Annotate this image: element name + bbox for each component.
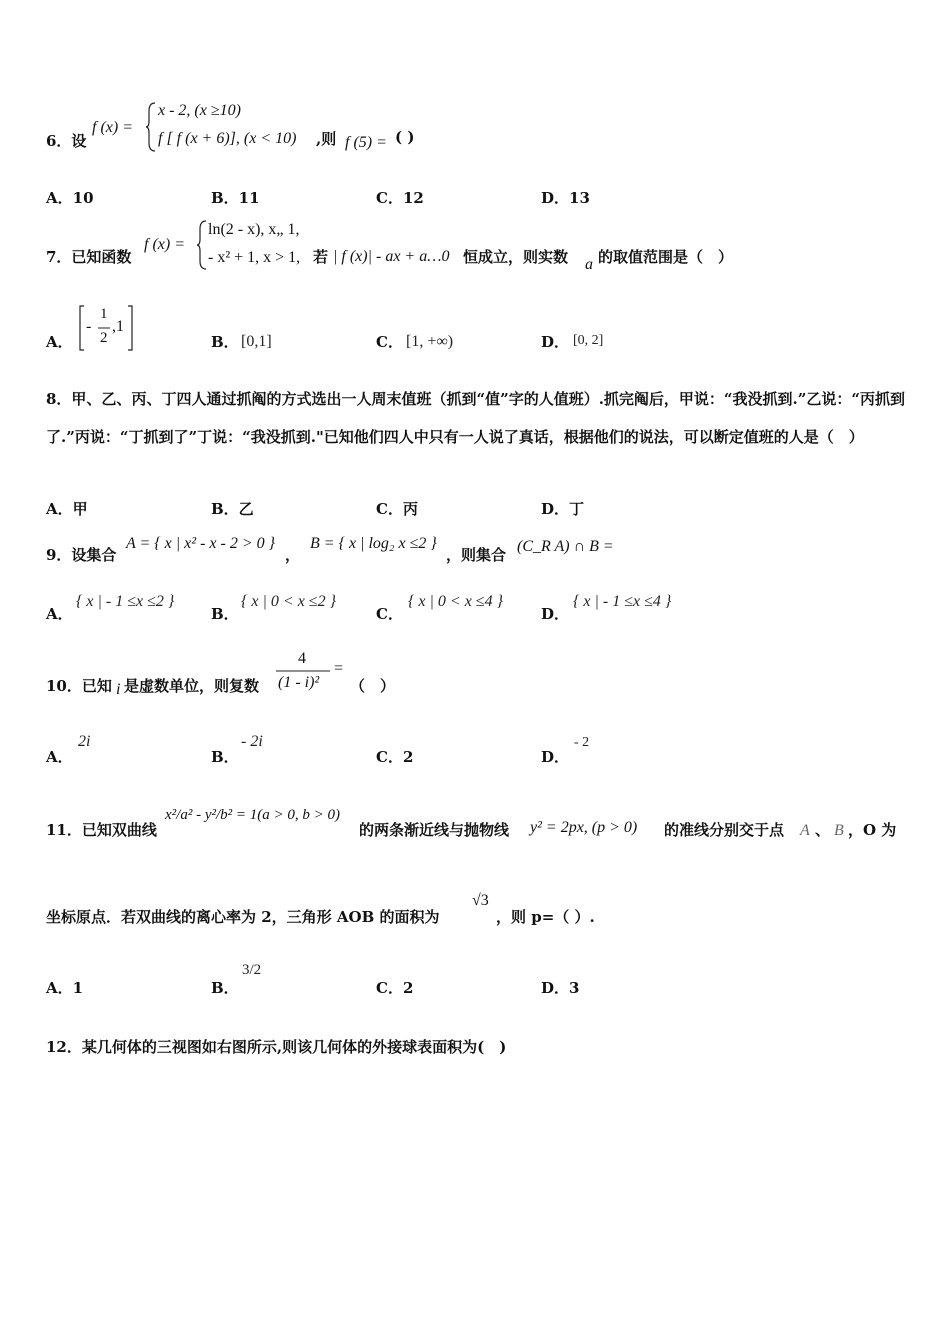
q10-option-d[interactable]: D． [541, 748, 570, 766]
q10-equals: = [334, 660, 344, 677]
q7-left-brace [196, 219, 208, 271]
q7-case-1: ln(2 - x), x„ 1, [208, 221, 300, 238]
q6-paren: ( ) [395, 128, 415, 146]
q7-text: 恒成立，则实数 [463, 248, 569, 266]
q10-paren: （ ） [350, 677, 396, 695]
q7-option-b[interactable]: B． [211, 333, 239, 351]
q8-option-d[interactable]: D．丁 [541, 500, 585, 518]
q9-text: ，则集合 [446, 546, 507, 564]
q9-option-b[interactable]: B． [211, 605, 239, 623]
q11-point-b: B [834, 822, 844, 839]
q6-then: ,则 [316, 130, 337, 148]
q10-number: 10．已知 [46, 677, 112, 695]
q7-option-a-numer: 1 [100, 306, 108, 322]
q11-parabola: y² = 2px, (p > 0) [530, 819, 638, 836]
q12-stem: 12．某几何体的三视图如右图所示,则该几何体的外接球表面积为( ) [46, 1038, 507, 1056]
q11-number: 11．已知双曲线 [46, 821, 157, 839]
q10-option-a[interactable]: A． [46, 748, 73, 766]
q9-option-c-math: { x | 0 < x ≤4 } [408, 593, 503, 610]
q11-separator: 、 [815, 821, 831, 839]
q7-option-c-math: [1, +∞) [406, 333, 454, 350]
q6-case-1: x - 2, (x ≥10) [158, 102, 241, 119]
q7-option-a-one: ,1 [112, 318, 124, 335]
q6-option-b[interactable]: B．11 [211, 189, 260, 207]
q7-option-d-math: [0, 2] [573, 333, 604, 348]
q7-tail: 的取值范围是（ ） [598, 248, 734, 266]
q7-if: 若 [313, 248, 329, 266]
q7-number: 7．已知函数 [46, 248, 132, 266]
q7-case-2: - x² + 1, x > 1, [208, 249, 301, 266]
q9-option-d-math: { x | - 1 ≤x ≤4 } [573, 593, 672, 610]
q7-option-a-minus: - [86, 318, 92, 335]
q11-hyperbola: x²/a² - y²/b² = 1(a > 0, b > 0) [165, 807, 340, 823]
q8-option-b[interactable]: B．乙 [211, 500, 254, 518]
q10-denominator: (1 - i)² [278, 674, 320, 691]
q9-number: 9．设集合 [46, 546, 117, 564]
q11-option-b-math: 3/2 [242, 962, 262, 978]
q10-text: 是虚数单位，则复数 [124, 677, 260, 695]
q7-option-d[interactable]: D． [541, 333, 570, 351]
q11-option-c[interactable]: C．2 [376, 979, 414, 997]
q7-condition: | f (x)| - ax + a…0 [333, 248, 450, 265]
q9-set-b: B = { x | log₂ x ≤2 } [310, 535, 437, 552]
q10-option-b[interactable]: B． [211, 748, 239, 766]
q11-text-1: 的两条渐近线与抛物线 [359, 821, 510, 839]
q9-option-d[interactable]: D． [541, 605, 570, 623]
q10-option-b-math: - 2i [241, 733, 263, 750]
q11-line-2: 坐标原点．若双曲线的离心率为 2，三角形 AOB 的面积为 [46, 908, 440, 926]
q6-option-d[interactable]: D．13 [541, 189, 590, 207]
q6-option-a[interactable]: A．10 [46, 189, 94, 207]
q7-var-a: a [585, 256, 593, 273]
q11-point-a: A [800, 822, 810, 839]
q10-fraction-bar [276, 670, 330, 673]
q10-option-a-math: 2i [78, 733, 91, 750]
q8-option-c[interactable]: C．丙 [376, 500, 418, 518]
q10-i: i [116, 681, 121, 698]
q6-function-lhs: f (x) = [92, 119, 133, 136]
q7-option-c[interactable]: C． [376, 333, 403, 351]
q10-option-d-math: - 2 [574, 735, 590, 750]
q9-set-a: A = { x | x² - x - 2 > 0 } [126, 535, 276, 552]
q6-option-c[interactable]: C．12 [376, 189, 424, 207]
q11-option-a[interactable]: A．1 [46, 979, 84, 997]
q6-number: 6．设 [46, 132, 87, 150]
q7-function-lhs: f (x) = [144, 236, 185, 253]
q7-option-a[interactable]: A． [46, 333, 73, 351]
q9-option-b-math: { x | 0 < x ≤2 } [241, 593, 336, 610]
q11-option-d[interactable]: D．3 [541, 979, 580, 997]
q10-numerator: 4 [298, 650, 306, 667]
q6-left-brace [145, 101, 157, 153]
q6-ask: f (5) = [345, 134, 387, 151]
q7-option-a-math [78, 304, 134, 352]
q9-option-a-math: { x | - 1 ≤x ≤2 } [76, 593, 175, 610]
q9-option-c[interactable]: C． [376, 605, 403, 623]
q11-text-3: ，O 为 [848, 821, 897, 839]
q11-option-b[interactable]: B． [211, 979, 239, 997]
q6-case-2: f [ f (x + 6)], (x < 10) [158, 130, 297, 147]
q11-text-2: 的准线分别交于点 [664, 821, 785, 839]
q9-expression: (C_R A) ∩ B = [517, 538, 614, 555]
q7-option-a-denom: 2 [100, 330, 108, 346]
q11-sqrt3: √3 [472, 892, 489, 909]
q9-option-a[interactable]: A． [46, 605, 73, 623]
q8-option-a[interactable]: A．甲 [46, 500, 88, 518]
q8-stem: 8．甲、乙、丙、丁四人通过抓阄的方式选出一人周末值班（抓到“值”字的人值班）.抓完阄后，甲说：“我没抓到.”乙说：“丙抓到了.”丙说：“丁抓到了”丁说：“我没抓到."已知他们四人中只有一人说了真话，根据他们的说法，可以断定值班的人是（ ） [46, 390, 906, 446]
q10-option-c[interactable]: C．2 [376, 748, 414, 766]
q11-line-2-tail: ，则 p=（ ）. [496, 908, 595, 926]
q9-comma: ， [285, 546, 301, 564]
q7-option-b-math: [0,1] [241, 333, 272, 350]
